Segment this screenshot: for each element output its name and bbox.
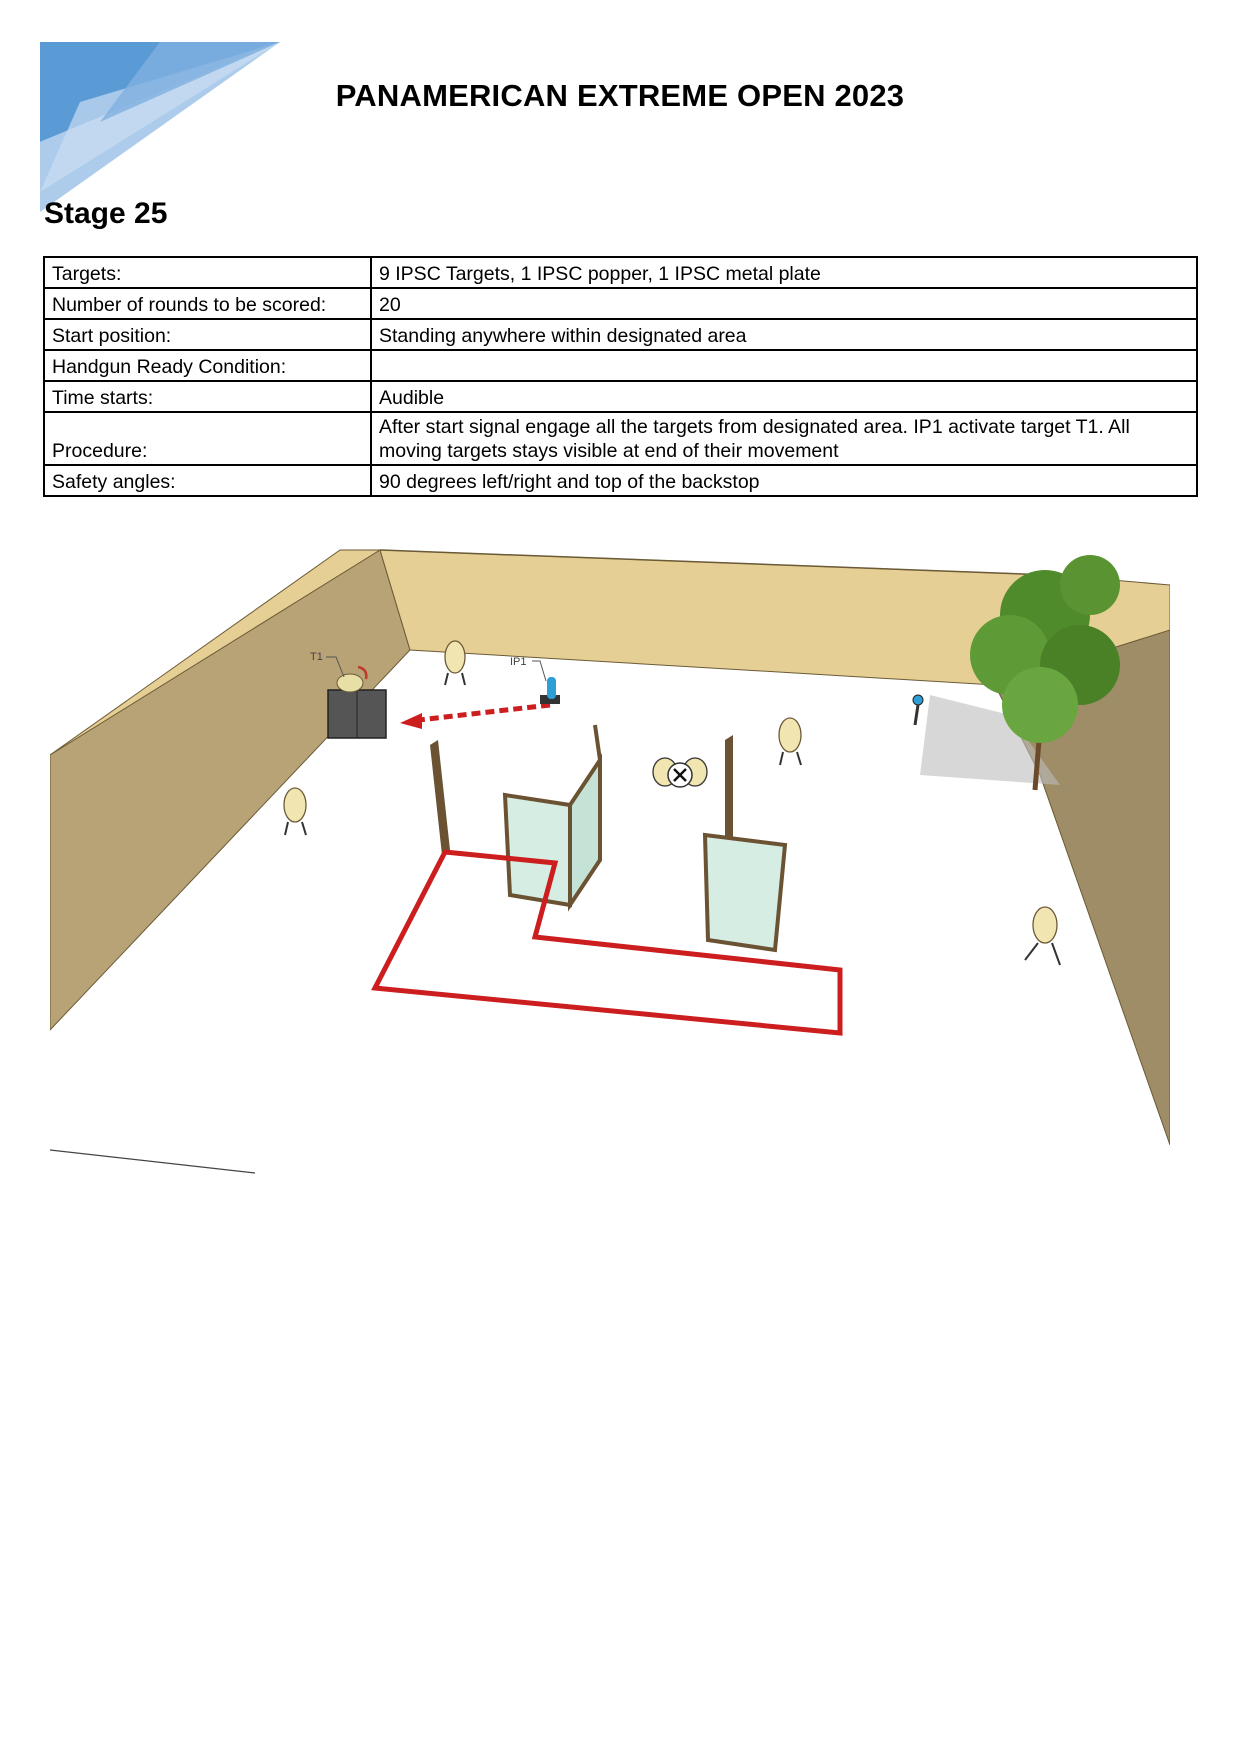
left-wall xyxy=(50,550,410,1030)
ipsc-target xyxy=(445,641,465,685)
t1-label: T1 xyxy=(310,651,323,663)
table-row xyxy=(44,319,1197,350)
row-label: Targets: xyxy=(44,257,371,288)
document-title: PANAMERICAN EXTREME OPEN 2023 xyxy=(335,78,905,113)
back-wall xyxy=(380,550,1050,685)
row-value: Audible xyxy=(371,381,1197,412)
row-value: After start signal engage all the targets from designated area. IP1 activate target T1. All moving targets stays visible at end of their movement xyxy=(371,412,1197,465)
target-group-with-no-shoot xyxy=(653,758,707,787)
ip1-label: IP1 xyxy=(510,656,527,668)
row-label: Time starts: xyxy=(44,381,371,412)
row-label: Procedure: xyxy=(44,412,371,465)
ipsc-target xyxy=(779,718,801,765)
glass-barricade-right xyxy=(705,735,785,950)
table-row xyxy=(44,412,1197,465)
row-value: 90 degrees left/right and top of the backstop xyxy=(371,465,1197,496)
row-value: 20 xyxy=(371,288,1197,319)
row-label: Handgun Ready Condition: xyxy=(44,350,371,381)
barricade-left xyxy=(430,740,450,855)
stage-diagram xyxy=(50,545,1170,1195)
popper-target xyxy=(913,695,923,725)
table-row xyxy=(44,381,1197,412)
row-value xyxy=(371,350,1197,381)
stage-info-table xyxy=(43,256,1198,497)
row-label: Start position: xyxy=(44,319,371,350)
row-value: 9 IPSC Targets, 1 IPSC popper, 1 IPSC metal plate xyxy=(371,257,1197,288)
row-value: Standing anywhere within designated area xyxy=(371,319,1197,350)
row-label: Safety angles: xyxy=(44,465,371,496)
stage-heading: Stage 25 xyxy=(44,197,168,230)
row-label: Number of rounds to be scored: xyxy=(44,288,371,319)
ipsc-target xyxy=(1025,907,1060,965)
table-row xyxy=(44,257,1197,288)
ipsc-target xyxy=(284,788,306,835)
movement-arrow xyxy=(410,705,550,721)
corner-logo-graphic xyxy=(40,42,280,212)
table-row xyxy=(44,288,1197,319)
table-row xyxy=(44,465,1197,496)
ip1-activator xyxy=(540,677,560,704)
table-row xyxy=(44,350,1197,381)
